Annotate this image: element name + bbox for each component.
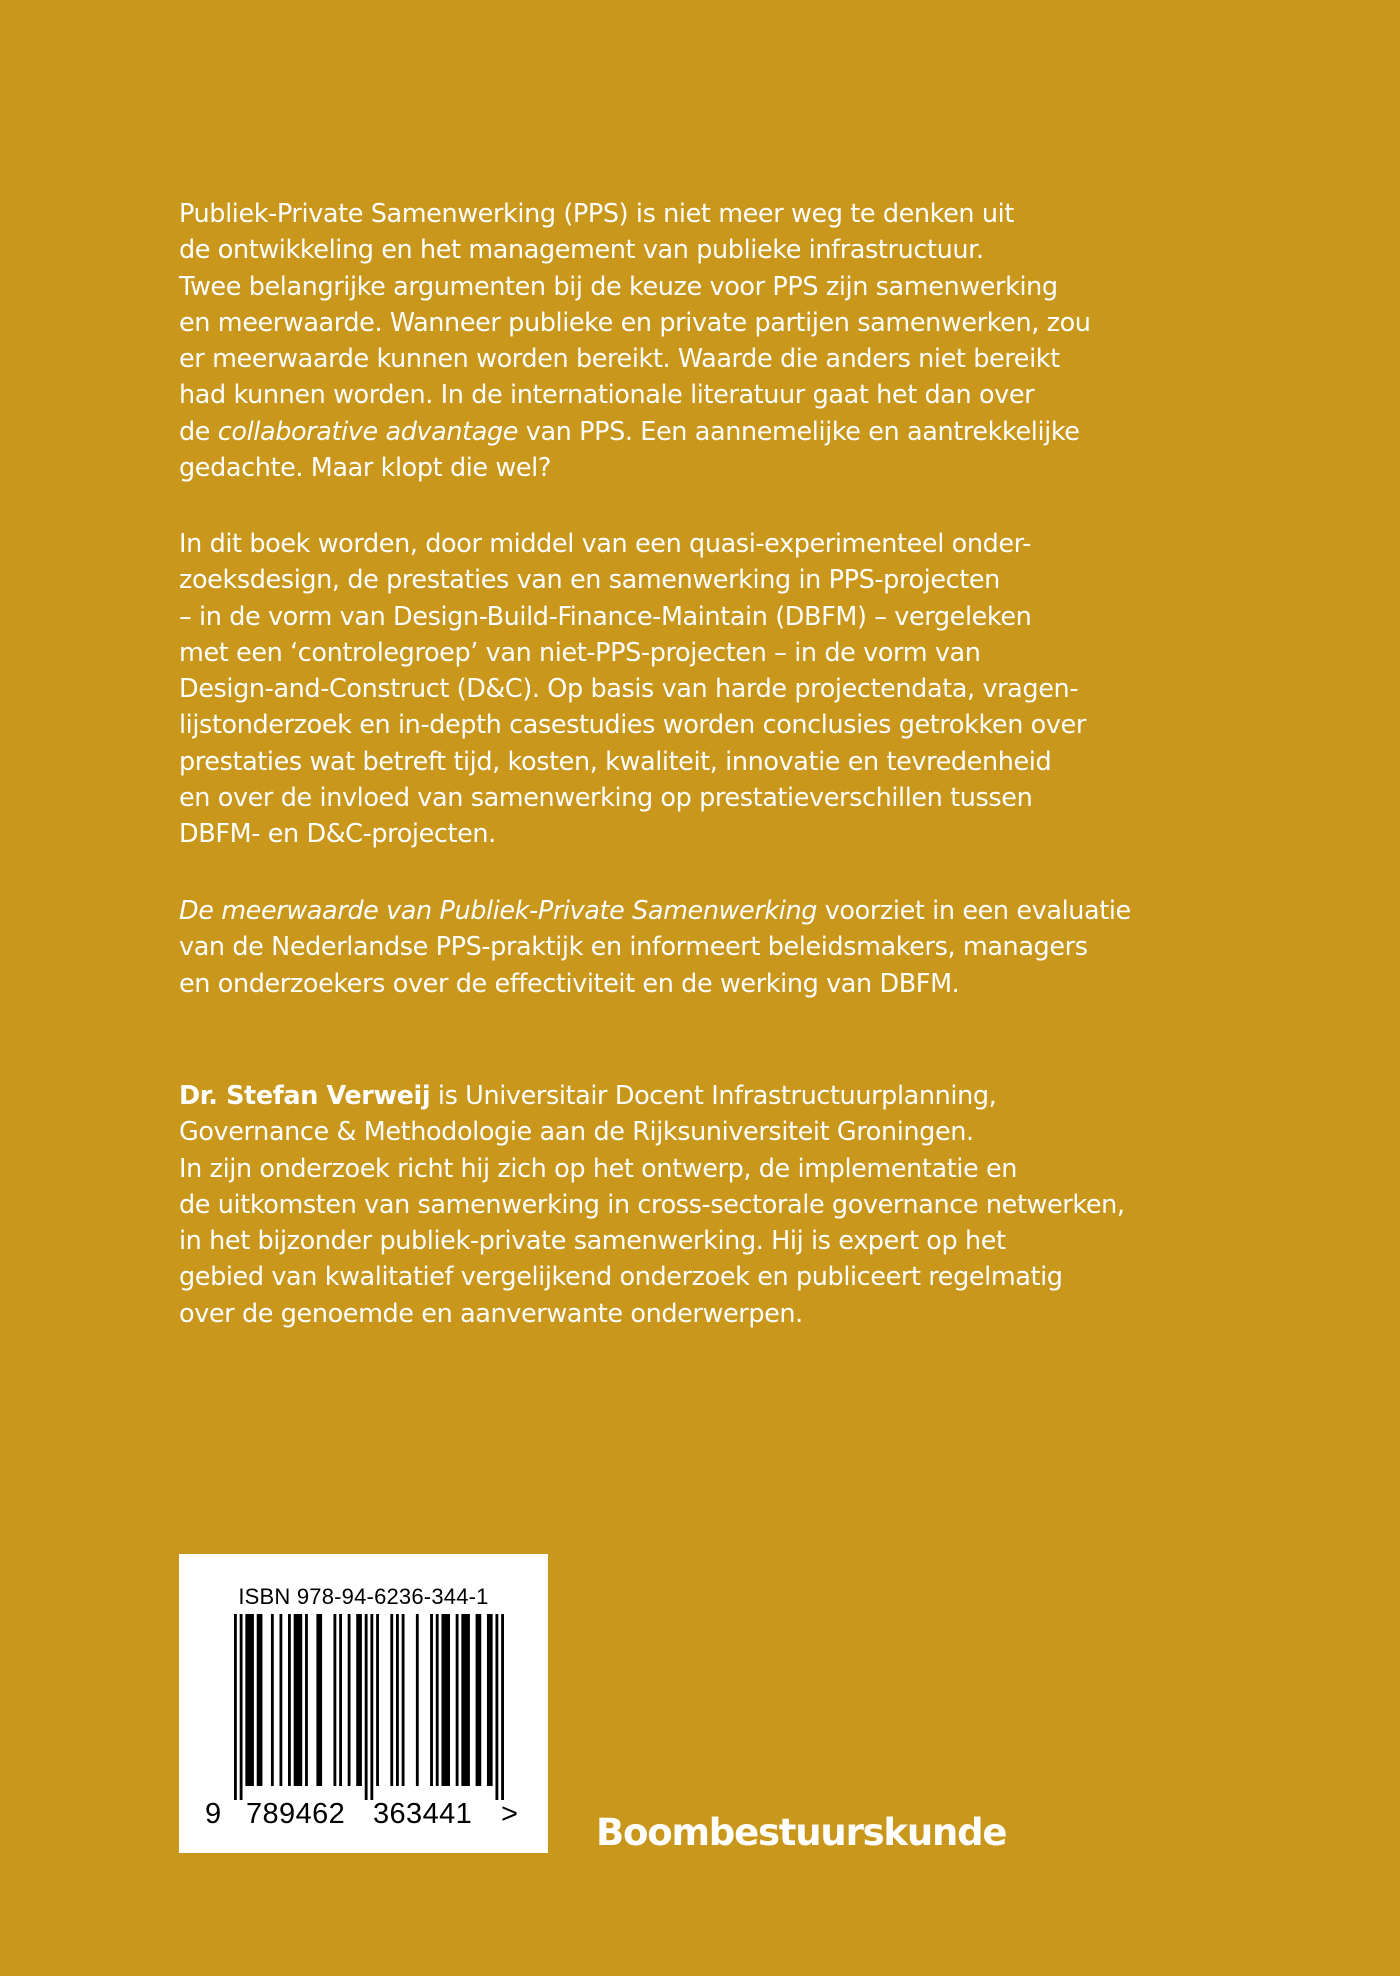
text-line: zoeksdesign, de prestaties van en samenwerking in PPS-projecten [179,565,1000,596]
barcode-bar [288,1614,291,1786]
text-fragment: voorziet in een evaluatie [817,896,1131,926]
italic-term: collaborative advantage [217,416,519,447]
text-line: over de genoemde en aanverwante onderwerpen. [179,1298,803,1329]
text-line: gebied van kwalitatief vergelijkend onderzoek en publiceert regelmatig [179,1262,1063,1293]
author-bio [179,1078,1139,1332]
barcode-guard-bar [240,1614,243,1800]
text-fragment: de [179,416,218,447]
barcode-guard-bar [370,1614,373,1800]
barcode-bar [461,1614,470,1786]
text-line [179,893,1139,929]
author-name: Dr. Stefan Verweij [179,1081,431,1111]
barcode-bar [456,1614,459,1786]
barcode-digit-group-2: 363441 [373,1798,473,1830]
barcode-digit-group-1: 789462 [246,1798,346,1830]
text-line: Governance & Methodologie aan de Rijksuniversiteit Groningen. [179,1117,974,1148]
text-line: gedachte. Maar klopt die wel? [179,453,551,484]
barcode-bar [436,1614,439,1786]
text-line: er meerwaarde kunnen worden bereikt. Waarde die anders niet bereikt [179,344,1060,375]
barcode-guard-bar [234,1614,237,1800]
barcode-bar [257,1614,263,1786]
barcode-bar [245,1614,254,1786]
text-line: – in de vorm van Design-Build-Finance-Maintain (DBFM) – vergeleken [179,601,1032,632]
text-line: en meerwaarde. Wanneer publieke en private partijen samenwerken, zou [179,307,1091,338]
barcode-bar [305,1614,308,1786]
text-line: In zijn onderzoek richt hij zich op het ontwerp, de implementatie en [179,1153,1018,1184]
text-line: DBFM- en D&C-projecten. [179,819,496,850]
text-fragment: is Universitair Docent Infrastructuurplanning, [430,1081,997,1111]
text-line: prestaties wat betreft tijd, kosten, kwaliteit, innovatie en tevredenheid [179,746,1052,777]
text-line: en onderzoekers over de effectiviteit en de werking van DBFM. [179,968,960,999]
barcode-guard-bar [495,1614,498,1800]
text-line: en over de invloed van samenwerking op prestatieverschillen tussen [179,783,1033,814]
text-line: in het bijzonder publiek-private samenwerking. Hij is expert op het [179,1226,1006,1257]
barcode-bar [316,1614,322,1786]
barcode-bar [271,1614,274,1786]
text-line: van de Nederlandse PPS-praktijk en informeert beleidsmakers, managers [179,932,1088,963]
text-line: de uitkomsten van samenwerking in cross-sectorale governance netwerken, [179,1189,1125,1220]
barcode-bar [279,1614,282,1786]
text-line: lijstonderzoek en in-depth casestudies worden conclusies getrokken over [179,710,1086,741]
barcode-bar [390,1614,393,1786]
barcode-bars [234,1614,504,1800]
barcode-digits [179,1798,548,1838]
barcode-bar [294,1614,303,1786]
barcode-bar [376,1614,379,1786]
blurb-paragraph-2 [179,526,1139,853]
text-line: Publiek-Private Samenwerking (PPS) is niet meer weg te denken uit [179,199,1014,229]
blurb-paragraph-1 [179,196,1139,486]
book-title-italic: De meerwaarde van Publiek-Private Samenwerking [179,896,818,926]
blurb-paragraph-3 [179,893,1139,1002]
barcode-bar [402,1614,405,1786]
barcode-bar [441,1614,450,1786]
barcode-bar [333,1614,336,1786]
isbn-label: ISBN 978-94-6236-344-1 [238,1584,489,1609]
text-line: had kunnen worden. In de internationale literatuur gaat het dan over [179,380,1035,411]
text-line: Twee belangrijke argumenten bij de keuze voor PPS zijn samenwerking [179,271,1058,302]
isbn-barcode [179,1554,548,1853]
barcode-bar [348,1614,351,1786]
barcode-bar [476,1614,482,1786]
text-line [179,1078,1139,1114]
text-line [179,414,1139,450]
barcode-bar [416,1614,419,1786]
barcode-guard-bar [501,1614,504,1800]
barcode-bar [396,1614,399,1786]
barcode-bar [430,1614,433,1786]
text-line: met een ‘controlegroep’ van niet-PPS-projecten – in de vorm van [179,637,981,668]
barcode-bar [487,1614,493,1786]
text-fragment: van PPS. Een aannemelijke en aantrekkelijke [518,416,1080,447]
barcode-quiet-zone-marker: > [501,1798,518,1830]
text-line: Design-and-Construct (D&C). Op basis van harde projectendata, vragen- [179,674,1079,705]
barcode-bar [356,1614,362,1786]
text-line: In dit boek worden, door middel van een quasi-experimenteel onder- [179,529,1031,559]
publisher-logo: Boombestuurskunde [596,1811,1007,1854]
text-line: de ontwikkeling en het management van publieke infrastructuur. [179,235,984,266]
barcode-bar [339,1614,342,1786]
barcode-guard-bar [365,1614,368,1800]
barcode-digit-first: 9 [205,1798,222,1830]
